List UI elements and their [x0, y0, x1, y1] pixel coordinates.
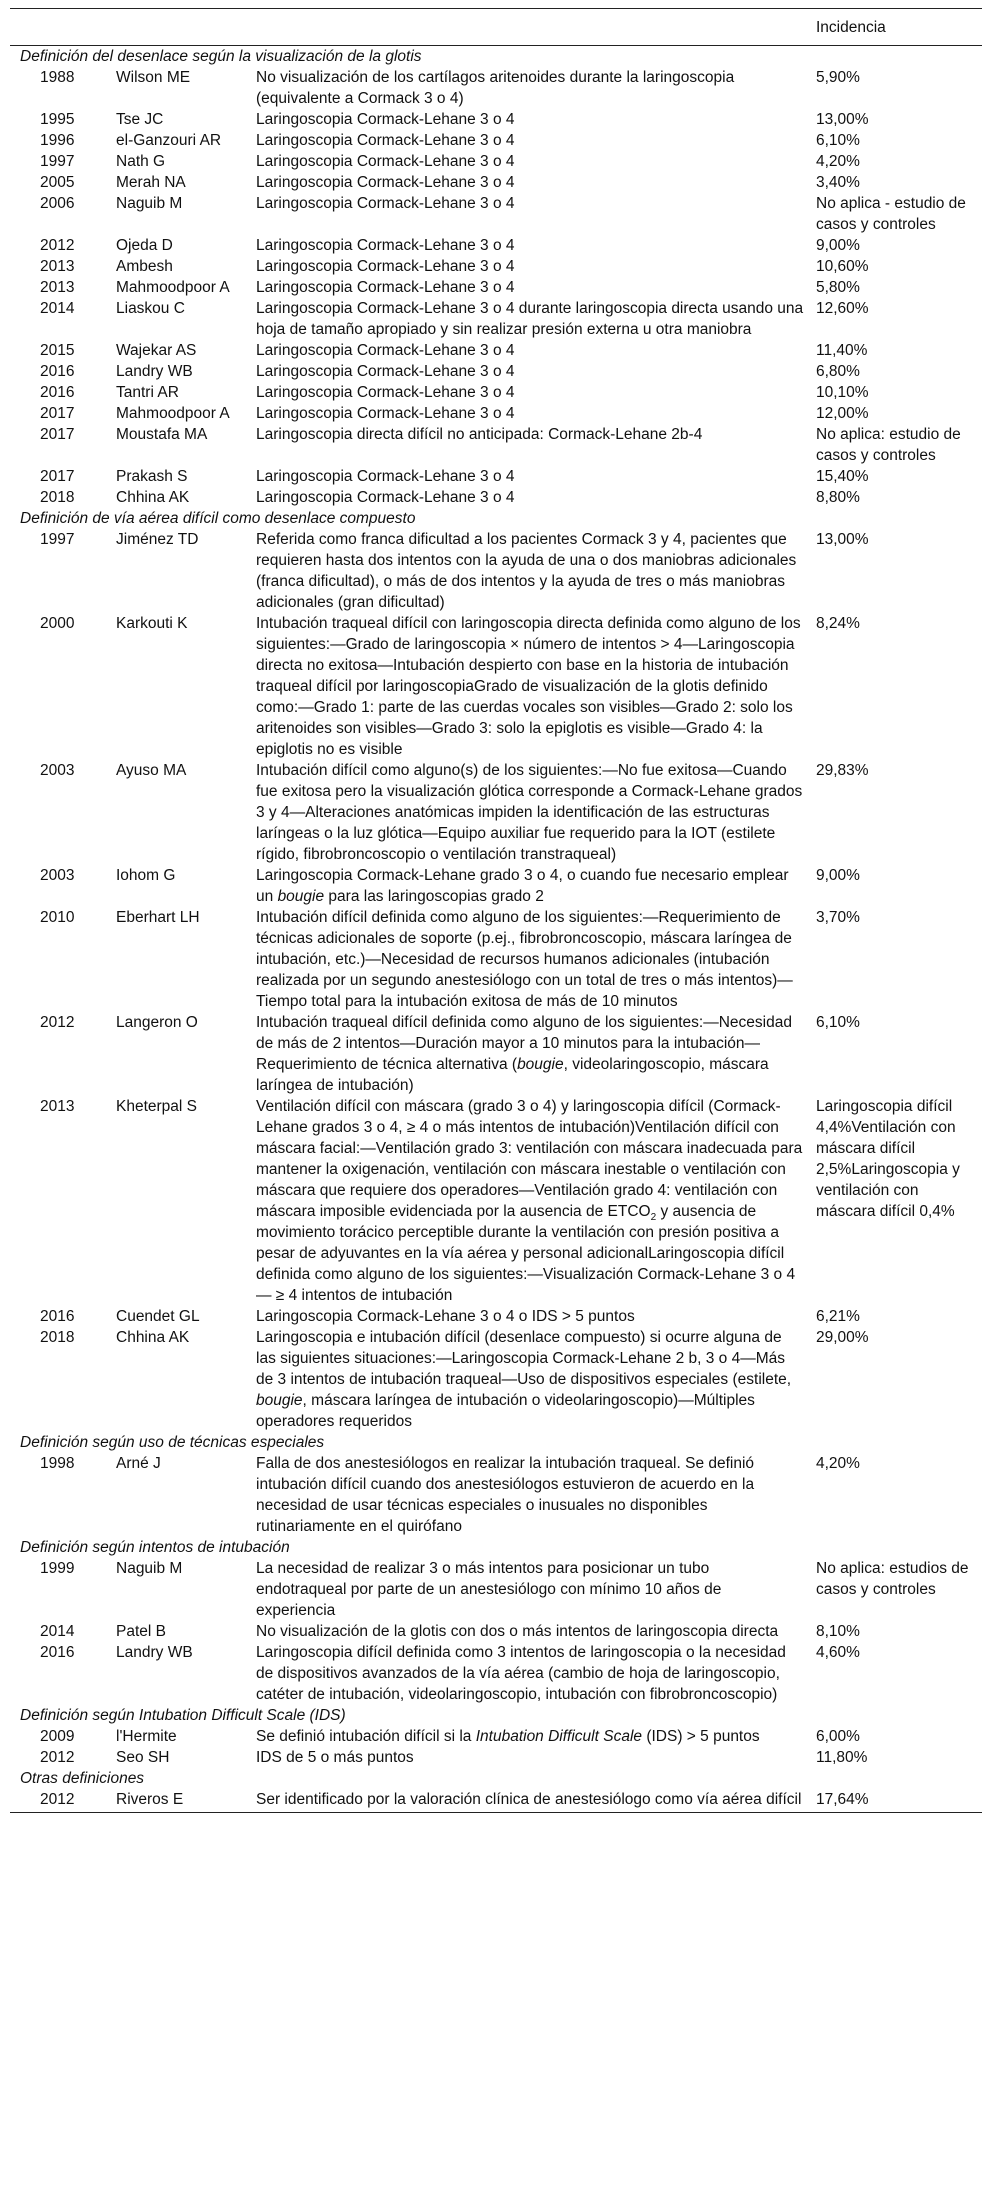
table-row: 2000 Karkouti K Intubación traqueal difícil con laringoscopia directa definida como alguno de los siguientes:—Grado de laringoscopia × número de intentos > 4—Laringoscopia directa no exitosa—Intubación despierto con base en la historia de intubación traqueal difícil por laringoscopiaGrado de visualización de la glotis definido como:—Grado 1: parte de las cuerdas vocales son visibles—Grado 2: solo los aritenoides son visibles—Grado 3: solo la epiglotis es visible—Grado 4: la epiglotis no es visible 8,24%	[40, 615, 860, 758]
table-row: 2003 Ayuso MA Intubación difícil como alguno(s) de los siguientes:—No fue exitosa—Cuando fue exitosa pero la visualización glótica corresponde a Cormack-Lehane grados 3 y 4—Alteraciones anatómicas impiden la identificación de las estructuras laríngeas o la luz glótica—Equipo auxiliar fue requerido para la IOT (estilete rígido, fibrobroncoscopio o ventilación transtraqueal) 29,83%	[40, 762, 869, 863]
table-row: 2012 Ojeda D Laringoscopia Cormack-Lehane 3 o 4 9,00%	[40, 237, 860, 254]
section-heading: Otras definiciones	[20, 1770, 145, 1787]
table-row: 2016 Cuendet GL Laringoscopia Cormack-Lehane 3 o 4 o IDS > 5 puntos 6,21%	[40, 1308, 860, 1325]
table-row: 1998 Arné J Falla de dos anestesiólogos en realizar la intubación traqueal. Se definió intubación difícil cuando dos anestesiólogos estuvieron de acuerdo en la necesidad de usar técnicas especiales o inusuales no disponibles rutinariamente en el quirófano 4,20%	[40, 1455, 860, 1535]
header-incidence: Incidencia	[810, 9, 982, 46]
definition-cell: Se definió intubación difícil si la Intubation Difficult Scale (IDS) > 5 puntos	[256, 1728, 760, 1745]
table-row: 1988 Wilson ME No visualización de los cartílagos aritenoides durante la laringoscopia (equivalente a Cormack 3 o 4) 5,90%	[40, 69, 860, 107]
table-row: 2013 Kheterpal S Ventilación difícil con máscara (grado 3 o 4) y laringoscopia difícil (Cormack-Lehane grados 3 o 4, ≥ 4 o más intentos de intubación)Ventilación difícil con máscara facial:—Ventilación grado 3: ventilación con máscara inadecuada para mantener la oxigenación, ventilación con máscara inestable o ventilación con máscara que requiere dos operadores—Ventilación grado 4: ventilación con máscara imposible evidenciada por la ausencia de $ETCO_2$ y ausencia de movimiento torácico perceptible durante la ventilación con presión positiva a pesar de adyuvantes en la vía aérea y personal adicionalLaringoscopia difícil definida como alguno de los siguientes:—Visualización Cormack-Lehane 3 o 4— ≥ 4 intentos de intubación Laringoscopia difícil 4,4%Ventilación con máscara difícil 2,5%Laringoscopia y ventilación con máscara difícil 0,4%	[40, 1098, 960, 1304]
table-row: 2003 Iohom G Laringoscopia Cormack-Lehane grado 3 o 4, o cuando fue necesario emplear un bougie para las laringoscopias grado 2 9,00%	[40, 867, 860, 905]
table-row: 2013 Mahmoodpoor A Laringoscopia Cormack-Lehane 3 o 4 5,80%	[40, 279, 860, 296]
header-year	[10, 9, 110, 46]
definition-cell: Ventilación difícil con máscara (grado 3 o 4) y laringoscopia difícil (Cormack-Lehane grados 3 o 4, ≥ 4 o más intentos de intubación)Ventilación difícil con máscara facial:—Ventilación grado 3: ventilación con máscara inadecuada para mantener la oxigenación, ventilación con máscara inestable o ventilación con máscara que requiere dos operadores—Ventilación grado 4: ventilación con máscara imposible evidenciada por la ausencia de $ETCO_2$ y ausencia de movimiento torácico perceptible durante la ventilación con presión positiva a pesar de adyuvantes en la vía aérea y personal adicionalLaringoscopia difícil definida como alguno de los siguientes:—Visualización Cormack-Lehane 3 o 4— ≥ 4 intentos de intubación	[256, 1098, 803, 1304]
table-row: 1997 Jiménez TD Referida como franca dificultad a los pacientes Cormack 3 y 4, pacientes que requieren hasta dos intentos con la ayuda de una o dos maniobras adicionales (franca dificultad), o más de dos intentos y la ayuda de tres o más maniobras adicionales (gran dificultad) 13,00%	[40, 531, 869, 611]
table-row: 2017 Prakash S Laringoscopia Cormack-Lehane 3 o 4 15,40%	[40, 468, 869, 485]
definition-cell: Laringoscopia Cormack-Lehane grado 3 o 4, o cuando fue necesario emplear un bougie para las laringoscopias grado 2	[256, 867, 789, 905]
section-heading: Definición según intentos de intubación	[20, 1539, 290, 1556]
table-row: 1999 Naguib M La necesidad de realizar 3 o más intentos para posicionar un tubo endotraqueal por parte de un anestesiólogo con mínimo 10 años de experiencia No aplica: estudios de casos y controles	[40, 1560, 969, 1619]
table-row: 2016 Tantri AR Laringoscopia Cormack-Lehane 3 o 4 10,10%	[40, 384, 869, 401]
table-row: 2016 Landry WB Laringoscopia difícil definida como 3 intentos de laringoscopia o la necesidad de dispositivos avanzados de la vía aérea (cambio de hoja de laringoscopio, catéter de intubación, videolaringoscopio, intubación con fibrobroncoscopio) 4,60%	[40, 1644, 860, 1703]
table-row: 2012 Riveros E Ser identificado por la valoración clínica de anestesiólogo como vía aérea difícil 17,64%	[10, 1789, 982, 1813]
table-row: 2013 Ambesh Laringoscopia Cormack-Lehane 3 o 4 10,60%	[40, 258, 869, 275]
header-definition	[250, 9, 810, 46]
table-row: 1996 el-Ganzouri AR Laringoscopia Cormack-Lehane 3 o 4 6,10%	[40, 132, 860, 149]
table-header-row	[10, 9, 982, 46]
definition-cell: Laringoscopia e intubación difícil (desenlace compuesto) si ocurre alguna de las siguientes situaciones:—Laringoscopia Cormack-Lehane 2 b, 3 o 4—Más de 3 intentos de intubación traqueal—Uso de dispositivos especiales (estilete, bougie, máscara laríngea de intubación o videolaringoscopio)—Múltiples operadores requeridos	[256, 1329, 792, 1430]
header-author	[110, 9, 250, 46]
table-row: 1995 Tse JC Laringoscopia Cormack-Lehane 3 o 4 13,00%	[40, 111, 869, 128]
table-row: 2012 Seo SH IDS de 5 o más puntos 11,80%	[40, 1749, 868, 1766]
table-row: 2015 Wajekar AS Laringoscopia Cormack-Lehane 3 o 4 11,40%	[40, 342, 868, 359]
incidence-table	[10, 8, 982, 1813]
table-row: 2009 l'Hermite Se definió intubación difícil si la Intubation Difficult Scale (IDS) > 5 puntos 6,00%	[40, 1728, 860, 1745]
table-row: 2018 Chhina AK Laringoscopia Cormack-Lehane 3 o 4 8,80%	[40, 489, 860, 506]
section-heading: Definición según Intubation Difficult Scale (IDS)	[20, 1707, 346, 1724]
table-row: 2006 Naguib M Laringoscopia Cormack-Lehane 3 o 4 No aplica - estudio de casos y controles	[40, 195, 966, 233]
table-row: 2014 Liaskou C Laringoscopia Cormack-Lehane 3 o 4 durante laringoscopia directa usando una hoja de tamaño apropiado y sin realizar presión externa u otra maniobra 12,60%	[40, 300, 869, 338]
table-row: 2017 Mahmoodpoor A Laringoscopia Cormack-Lehane 3 o 4 12,00%	[40, 405, 869, 422]
table-row: 2018 Chhina AK Laringoscopia e intubación difícil (desenlace compuesto) si ocurre alguna de las siguientes situaciones:—Laringoscopia Cormack-Lehane 2 b, 3 o 4—Más de 3 intentos de intubación traqueal—Uso de dispositivos especiales (estilete, bougie, máscara laríngea de intubación o videolaringoscopio)—Múltiples operadores requeridos 29,00%	[40, 1329, 869, 1430]
table-row: 2012 Langeron O Intubación traqueal difícil definida como alguno de los siguientes:—Necesidad de más de 2 intentos—Duración mayor a 10 minutos para la intubación—Requerimiento de técnica alternativa (bougie, videolaringoscopio, máscara laríngea de intubación) 6,10%	[40, 1014, 860, 1094]
table-row: 2017 Moustafa MA Laringoscopia directa difícil no anticipada: Cormack-Lehane 2b-4 No aplica: estudio de casos y controles	[40, 426, 961, 464]
definition-cell: Intubación traqueal difícil definida como alguno de los siguientes:—Necesidad de más de 2 intentos—Duración mayor a 10 minutos para la intubación—Requerimiento de técnica alternativa (bougie, videolaringoscopio, máscara laríngea de intubación)	[256, 1014, 792, 1094]
table-row: 2016 Landry WB Laringoscopia Cormack-Lehane 3 o 4 6,80%	[40, 363, 860, 380]
section-heading: Definición de vía aérea difícil como desenlace compuesto	[20, 510, 416, 527]
table-row: 1997 Nath G Laringoscopia Cormack-Lehane 3 o 4 4,20%	[40, 153, 860, 170]
table-row: 2014 Patel B No visualización de la glotis con dos o más intentos de laringoscopia directa 8,10%	[40, 1623, 860, 1640]
table-row: 2010 Eberhart LH Intubación difícil definida como alguno de los siguientes:—Requerimiento de técnicas adicionales de soporte (p.ej., fibrobroncoscopio, máscara laríngea de intubación, etc.)—Necesidad de recursos humanos adicionales (intubación realizada por un segundo anestesiólogo con un total de tres o más intentos)—Tiempo total para la intubación exitosa de más de 10 minutos 3,70%	[40, 909, 860, 1010]
section-heading: Definición según uso de técnicas especiales	[20, 1434, 325, 1451]
section-heading: Definición del desenlace según la visualización de la glotis	[20, 48, 422, 65]
table-row: 2005 Merah NA Laringoscopia Cormack-Lehane 3 o 4 3,40%	[40, 174, 860, 191]
